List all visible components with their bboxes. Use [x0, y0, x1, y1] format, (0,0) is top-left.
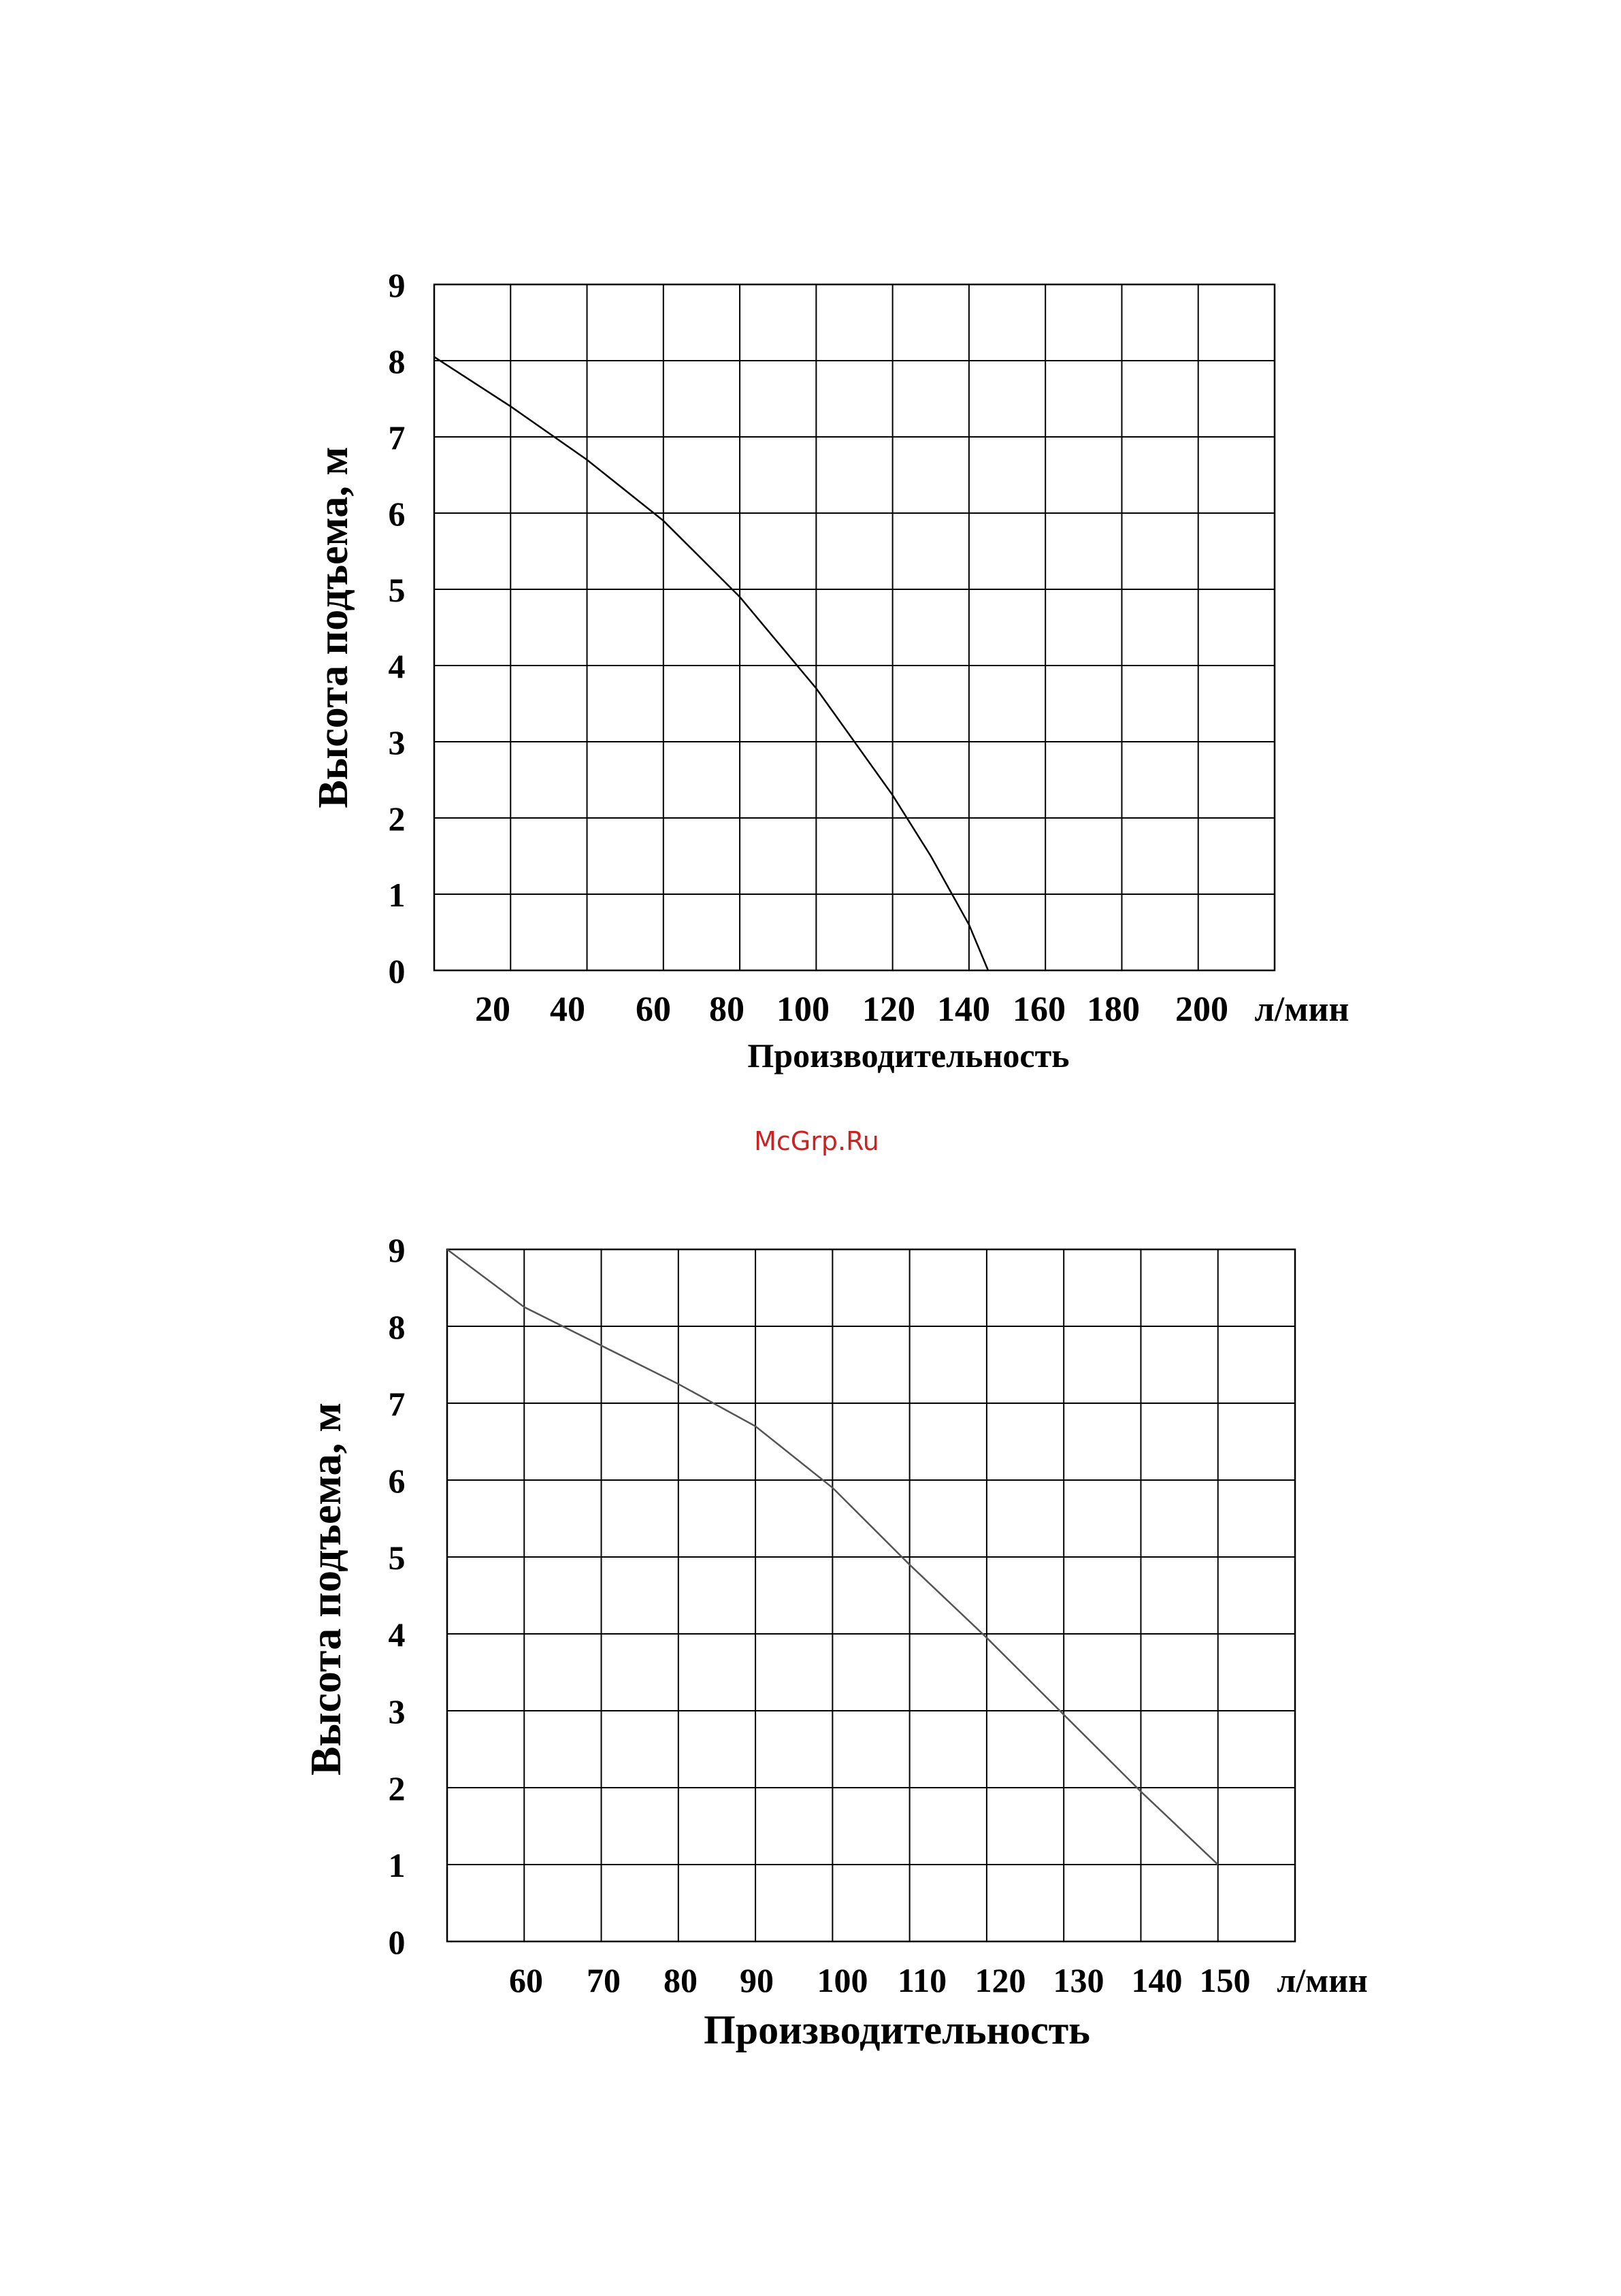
- x-tick-label: 60: [636, 990, 671, 1029]
- y-axis-label: Высота подъема, м: [301, 1402, 350, 1776]
- plot-frame: [434, 284, 1275, 970]
- x-tick-label: 140: [937, 990, 990, 1029]
- y-tick-label: 5: [388, 1539, 406, 1577]
- y-tick-label: 1: [388, 876, 406, 914]
- y-tick-label: 7: [388, 419, 406, 457]
- y-tick-label: 6: [388, 1462, 406, 1500]
- x-axis-label: Производительность: [747, 1036, 1070, 1075]
- x-tick-label: 90: [740, 1961, 774, 1999]
- y-tick-label: 3: [388, 723, 406, 761]
- x-tick-label: 70: [587, 1961, 621, 1999]
- x-tick-label: 100: [776, 990, 830, 1029]
- y-tick-label: 2: [388, 800, 406, 838]
- y-tick-label: 1: [388, 1846, 406, 1884]
- y-tick-label: 9: [388, 1231, 406, 1269]
- x-axis-label: Производительность: [704, 2007, 1090, 2052]
- x-tick-label: 20: [475, 990, 510, 1029]
- plot-frame: [447, 1249, 1295, 1941]
- x-tick-label: 130: [1053, 1961, 1104, 1999]
- y-tick-label: 3: [388, 1692, 406, 1731]
- y-tick-label: 0: [388, 952, 406, 990]
- chart-2: [301, 1231, 1368, 2052]
- y-axis-label: Высота подъема, м: [310, 446, 357, 808]
- x-unit-label: л/мин: [1254, 990, 1349, 1029]
- series-line-curve: [434, 357, 988, 970]
- x-tick-label: 180: [1087, 990, 1140, 1029]
- x-tick-label: 60: [509, 1961, 543, 1999]
- x-tick-label: 140: [1131, 1961, 1183, 1999]
- x-tick-label: 100: [817, 1961, 868, 1999]
- x-tick-label: 160: [1013, 990, 1066, 1029]
- watermark-text: McGrp.Ru: [754, 1126, 879, 1156]
- y-tick-label: 9: [388, 266, 406, 304]
- x-tick-label: 150: [1199, 1961, 1251, 1999]
- y-tick-label: 4: [388, 647, 406, 685]
- y-tick-label: 0: [388, 1923, 406, 1961]
- x-tick-label: 40: [550, 990, 585, 1029]
- x-tick-label: 80: [709, 990, 744, 1029]
- x-tick-label: 110: [897, 1961, 947, 1999]
- x-tick-label: 80: [664, 1961, 698, 1999]
- y-tick-label: 5: [388, 571, 406, 609]
- grid: [447, 1249, 1295, 1941]
- y-tick-label: 8: [388, 342, 406, 380]
- y-tick-label: 6: [388, 495, 406, 533]
- chart-1: [310, 266, 1349, 1075]
- x-unit-label: л/мин: [1277, 1961, 1368, 1999]
- y-tick-label: 7: [388, 1385, 406, 1423]
- grid: [434, 284, 1275, 970]
- y-tick-label: 4: [388, 1616, 406, 1654]
- x-tick-label: 120: [975, 1961, 1026, 1999]
- y-tick-label: 2: [388, 1769, 406, 1807]
- y-tick-label: 8: [388, 1308, 406, 1346]
- x-tick-label: 200: [1175, 990, 1228, 1029]
- x-tick-label: 120: [862, 990, 915, 1029]
